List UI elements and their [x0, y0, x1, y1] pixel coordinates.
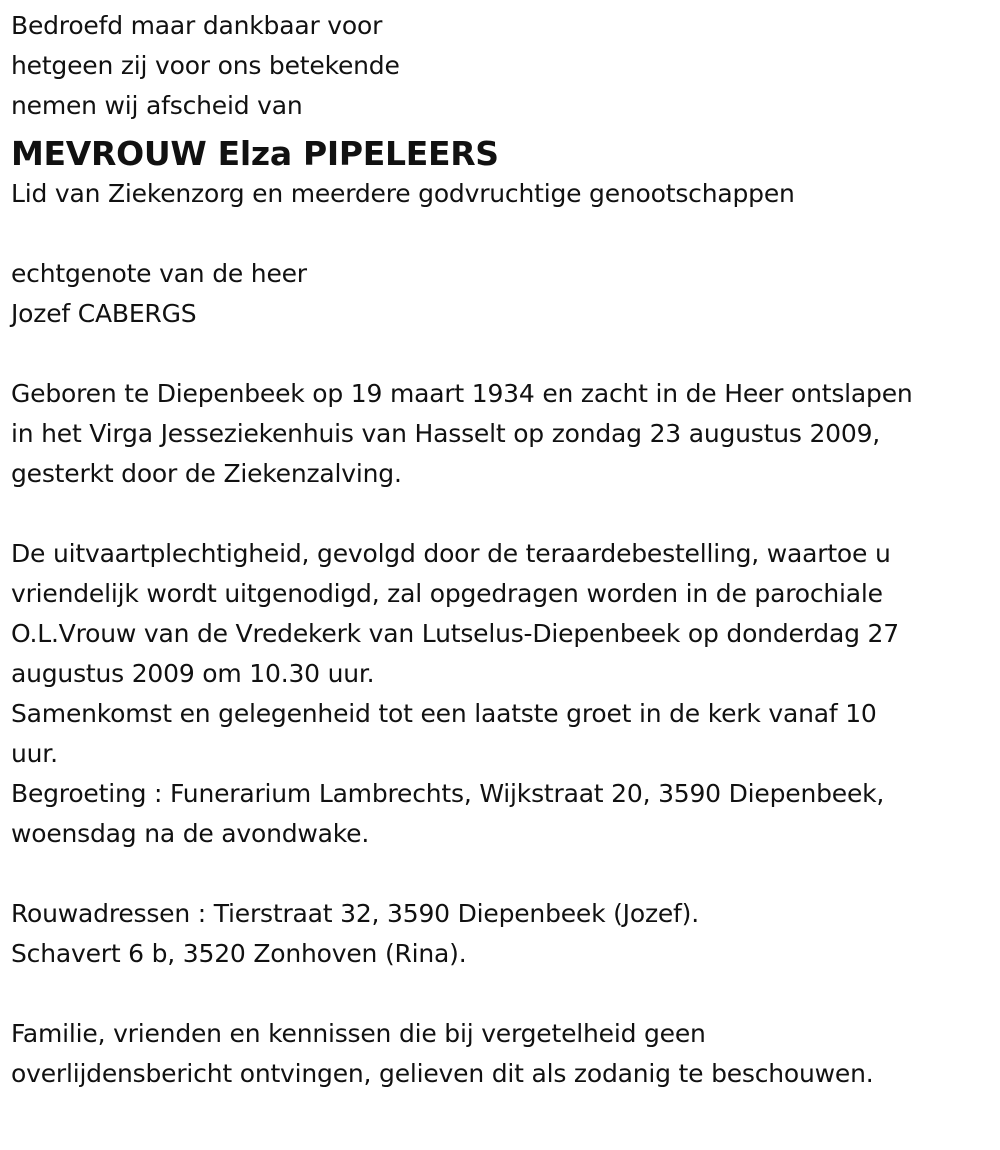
birth-death-line: Geboren te Diepenbeek op 19 maart 1934 en zacht in de Heer ontslapen	[11, 379, 913, 408]
funeral-line: O.L.Vrouw van de Vredekerk van Lutselus-Diepenbeek op donderdag 27	[11, 619, 899, 648]
birth-death-block	[11, 374, 991, 494]
spacer	[11, 334, 991, 374]
closing-line: overlijdensbericht ontvingen, gelieven dit als zodanig te beschouwen.	[11, 1059, 874, 1088]
spacer	[11, 214, 991, 254]
intro-line: Bedroefd maar dankbaar voor	[11, 11, 383, 40]
greeting-line: woensdag na de avondwake.	[11, 819, 370, 848]
spouse-line: echtgenote van de heer	[11, 259, 307, 288]
funeral-line: De uitvaartplechtigheid, gevolgd door de teraardebestelling, waartoe u	[11, 539, 891, 568]
intro-line: nemen wij afscheid van	[11, 91, 303, 120]
spouse-name: Jozef CABERGS	[11, 299, 197, 328]
intro-block	[11, 6, 991, 126]
death-notice	[11, 6, 991, 1094]
spacer	[11, 854, 991, 894]
intro-line: hetgeen zij voor ons betekende	[11, 51, 400, 80]
spacer	[11, 494, 991, 534]
funeral-block	[11, 534, 991, 854]
membership-line: Lid van Ziekenzorg en meerdere godvruchtige genootschappen	[11, 179, 795, 208]
gathering-line: Samenkomst en gelegenheid tot een laatste groet in de kerk vanaf 10	[11, 699, 877, 728]
spacer	[11, 974, 991, 1014]
birth-death-line: in het Virga Jesseziekenhuis van Hasselt op zondag 23 augustus 2009,	[11, 419, 881, 448]
funeral-line: vriendelijk wordt uitgenodigd, zal opgedragen worden in de parochiale	[11, 579, 883, 608]
closing-block	[11, 1014, 991, 1094]
funeral-line: augustus 2009 om 10.30 uur.	[11, 659, 375, 688]
address-line: Rouwadressen : Tierstraat 32, 3590 Diepenbeek (Jozef).	[11, 899, 699, 928]
address-line: Schavert 6 b, 3520 Zonhoven (Rina).	[11, 939, 467, 968]
deceased-name: MEVROUW Elza PIPELEERS	[11, 134, 499, 173]
gathering-line: uur.	[11, 739, 58, 768]
greeting-line: Begroeting : Funerarium Lambrechts, Wijkstraat 20, 3590 Diepenbeek,	[11, 779, 885, 808]
addresses-block	[11, 894, 991, 974]
birth-death-line: gesterkt door de Ziekenzalving.	[11, 459, 402, 488]
closing-line: Familie, vrienden en kennissen die bij vergetelheid geen	[11, 1019, 706, 1048]
spouse-block	[11, 254, 991, 334]
